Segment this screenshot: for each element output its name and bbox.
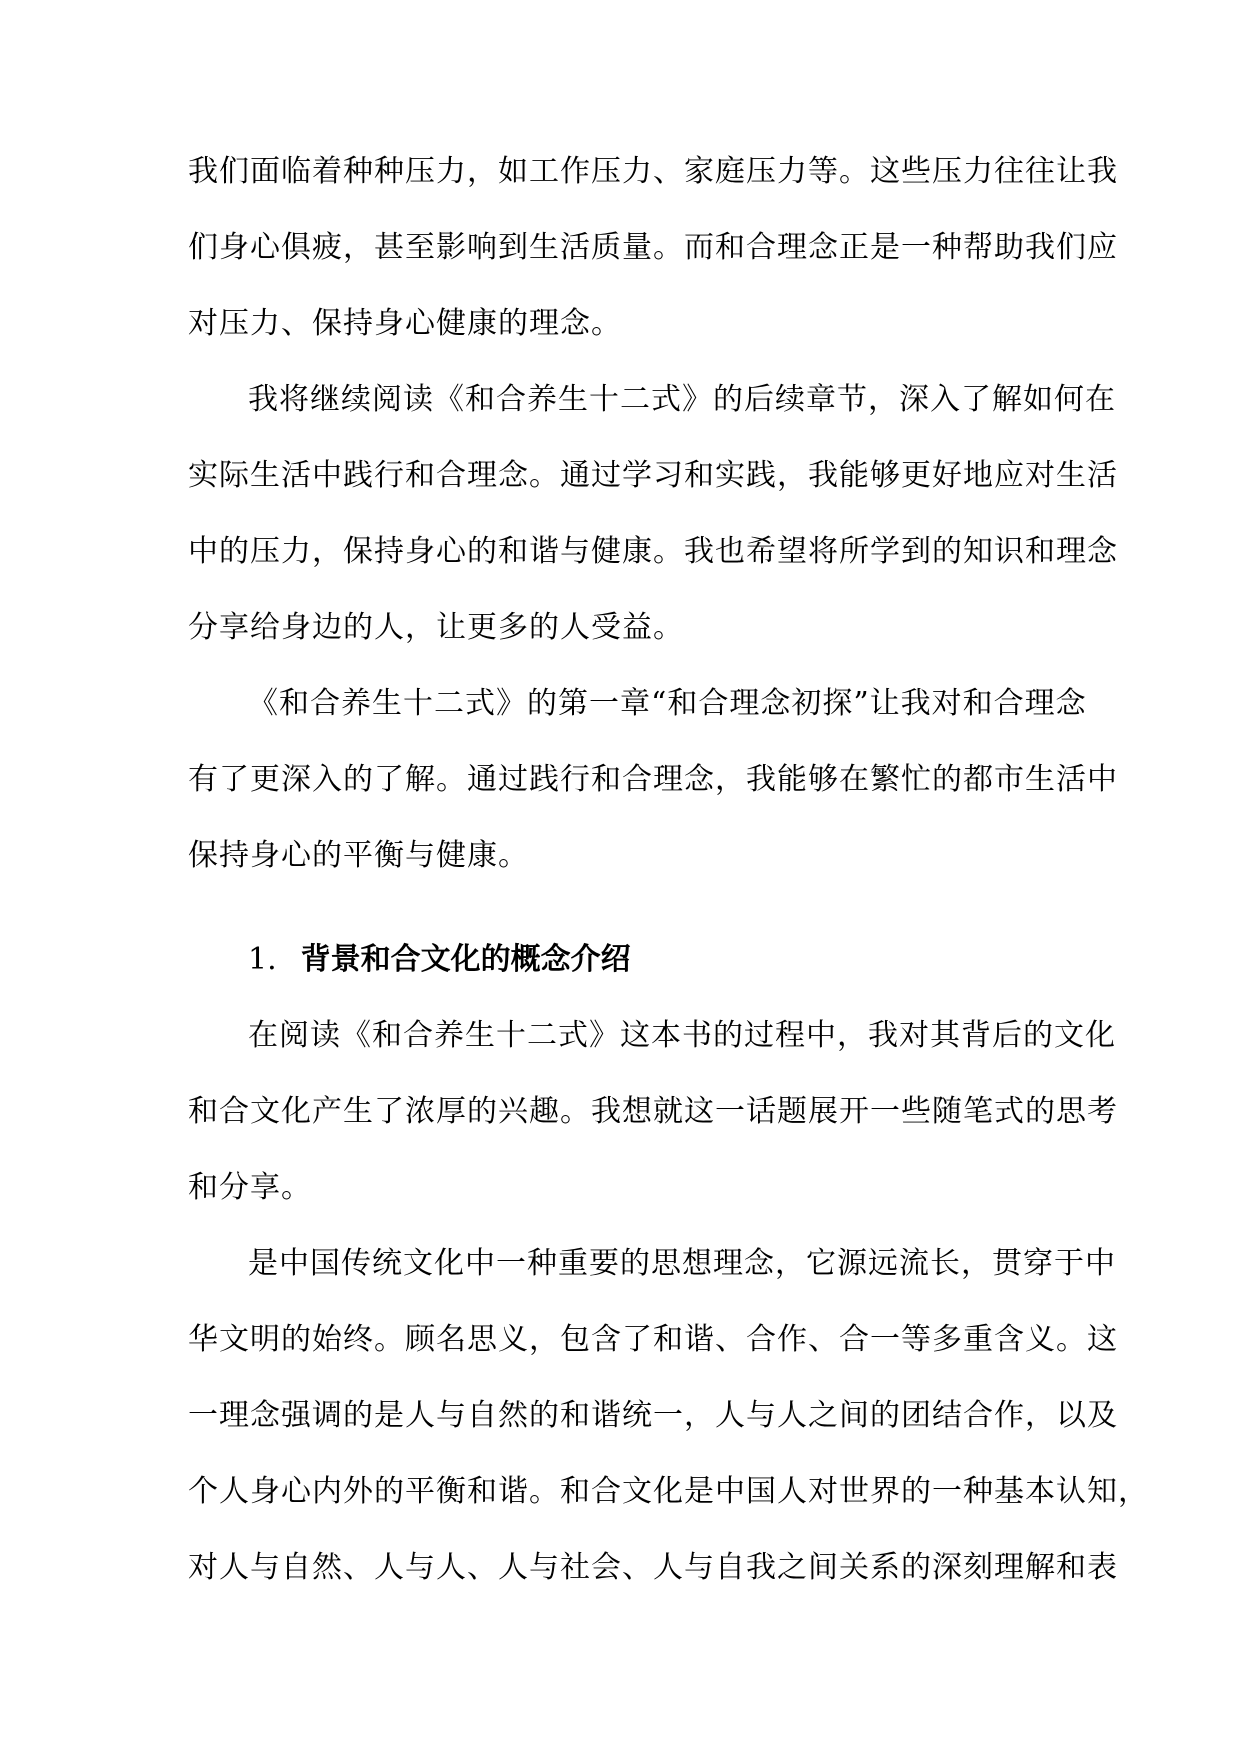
section-heading [248,940,631,980]
paragraph-1-line-1: 我们面临着种种压力，如工作压力、家庭压力等。这些压力往往让我 [188,154,1118,189]
paragraph-3-line-2: 有了更深入的了解。通过践行和合理念，我能够在繁忙的都市生活中 [188,762,1118,797]
section-paragraph-2-line-3: 一理念强调的是人与自然的和谐统一，人与人之间的团结合作，以及 [188,1398,1118,1433]
paragraph-2-line-1: 我将继续阅读《和合养生十二式》的后续章节，深入了解如何在 [248,382,1116,417]
section-paragraph-1-line-3: 和分享。 [188,1170,312,1205]
section-heading-title: 背景和合文化的概念介绍 [300,942,631,977]
section-paragraph-2-line-1: 是中国传统文化中一种重要的思想理念，它源远流长，贯穿于中 [248,1246,1116,1281]
paragraph-2-line-2: 实际生活中践行和合理念。通过学习和实践，我能够更好地应对生活 [188,458,1118,493]
section-paragraph-2-line-4: 个人身心内外的平衡和谐。和合文化是中国人对世界的一种基本认知， [188,1474,1149,1509]
paragraph-2-line-4: 分享给身边的人，让更多的人受益。 [188,610,684,645]
section-paragraph-1-line-2: 和合文化产生了浓厚的兴趣。我想就这一话题展开一些随笔式的思考 [188,1094,1118,1129]
paragraph-1-line-2: 们身心俱疲，甚至影响到生活质量。而和合理念正是一种帮助我们应 [188,230,1118,265]
section-paragraph-2-line-2: 华文明的始终。顾名思义，包含了和谐、合作、合一等多重含义。这 [188,1322,1118,1357]
section-paragraph-1-line-1: 在阅读《和合养生十二式》这本书的过程中，我对其背后的文化 [248,1018,1116,1053]
section-paragraph-2-line-5: 对人与自然、人与人、人与社会、人与自我之间关系的深刻理解和表 [188,1550,1118,1585]
paragraph-3-line-3: 保持身心的平衡与健康。 [188,838,529,873]
section-heading-number: 1. [248,942,277,977]
paragraph-3-line-1: 《和合养生十二式》的第一章“和合理念初探”让我对和合理念 [248,686,1087,721]
paragraph-1-line-3: 对压力、保持身心健康的理念。 [188,306,622,341]
paragraph-2-line-3: 中的压力，保持身心的和谐与健康。我也希望将所学到的知识和理念 [188,534,1118,569]
